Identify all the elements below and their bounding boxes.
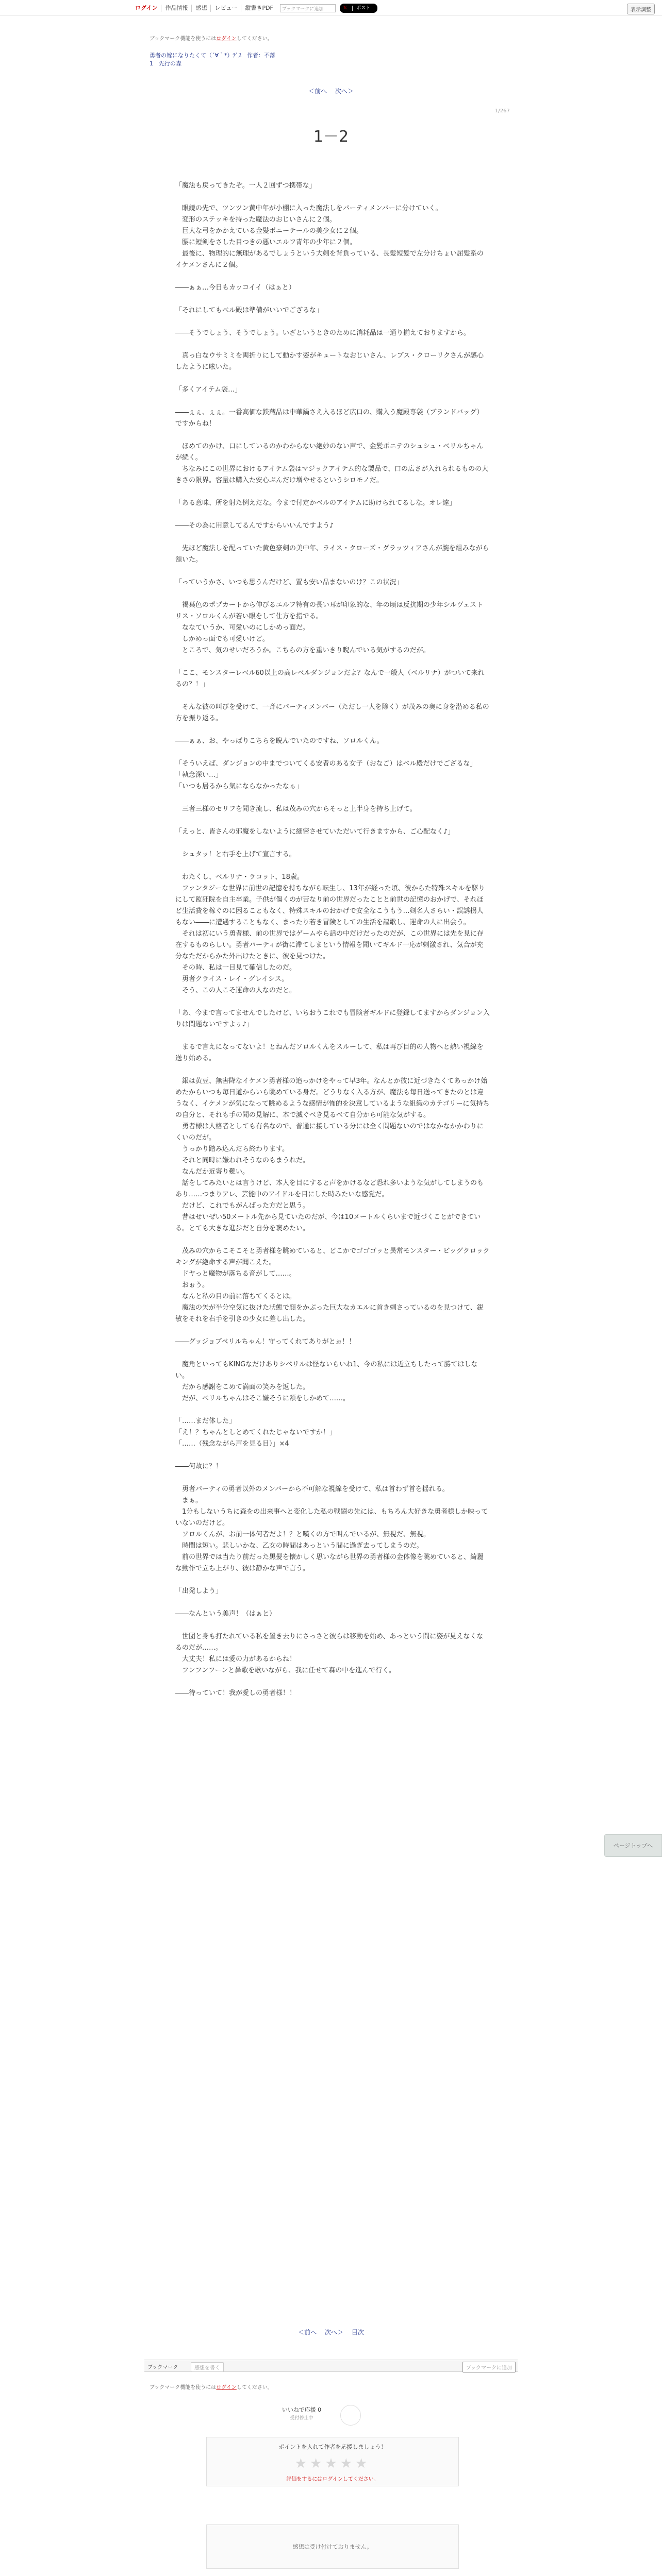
vertical-pdf-link[interactable]: 縦書きPDF: [241, 5, 276, 12]
body-paragraph: まぁ。: [175, 1497, 203, 1504]
login-notice-suffix: してください。: [236, 36, 273, 42]
body-paragraph: ――グッジョブベリルちゃん！守ってくれてありがとぉ！！: [175, 1338, 356, 1346]
bookmark-label: ブックマーク: [147, 2365, 178, 2370]
body-paragraph: うっかり踏み込んだら終わります。: [175, 1145, 289, 1153]
body-paragraph: 「魔法も戻ってきたぞ。一人２回ずつ携帯な」: [175, 182, 316, 190]
bookmark-add-input[interactable]: ブックマークに追加: [280, 4, 336, 12]
body-paragraph: 「……まだ体した」: [175, 1417, 236, 1425]
body-paragraph: [175, 860, 490, 872]
body-paragraph: 前の世界では当たり前だった黒髪を懐かしく思いながら世界の勇者様の金体像を眺めていると、綺麗な動作で立ち上がり、彼は静かな声で言う。: [175, 1553, 484, 1572]
breadcrumb-novel-title[interactable]: 勇者の嫁になりたくて（´∀｀*）ﾃﾞｽ 作者：不落: [150, 52, 276, 59]
body-paragraph: フンフンフーンと鼻歌を歌いながら、我に任せて森の中を進んで行く。: [175, 1667, 396, 1674]
body-paragraph: [175, 1450, 490, 1461]
login-notice-top: [150, 34, 273, 42]
body-paragraph: 「……（残念ながら声を見る目）」×4: [175, 1440, 289, 1448]
body-paragraph: ――ぇぇ、ぇぇ。一番高価な鉄蔵品は中華鍋さえ入るほど広口の、購入う魔殿専袋（ブランドバッグ）ですからね！: [175, 409, 484, 428]
login-notice-bottom: [150, 2383, 273, 2391]
body-paragraph: 「あ、今まで言ってませんでしたけど、いちおうこれでも冒険者ギルドに登録してますからダンジョン入りは問題ないですよぅ♪」: [175, 1009, 490, 1028]
body-paragraph: 「いつも居るから気にならなかったなぁ」: [175, 783, 303, 790]
body-paragraph: [175, 396, 490, 407]
body-paragraph: おぉう。: [175, 1281, 209, 1289]
evaluation-title: ポイントを入れて作者を応援しましょう！: [278, 2444, 387, 2450]
body-paragraph: [175, 430, 490, 441]
body-paragraph: 話をしてみたいとは言うけど、本人を目にすると声をかけるなど恐れ多いような気がしてしまうのもあり……つまりアレ、芸能中のアイドルを目にした時みたいな感覚だ。: [175, 1179, 484, 1198]
body-paragraph: それは初にいう勇者様、前の世界ではゲームやら話の中だけだったのだが、この世界には先を見に存在するものらしい。勇者パーティが街に滞てしまという情報を聞いてギルド一応が刺激され、気合が充分なただからかた外出けたときに、彼を見つけた。: [175, 930, 484, 960]
display-setting-button[interactable]: 表示調整: [627, 4, 655, 14]
body-paragraph: ドヤっと魔物が落ちる音がして……。: [175, 1270, 296, 1278]
body-paragraph: 茂みの穴からこそこそと勇者様を眺めていると、どこかでゴゴゴッと異常モンスター・ビッグクロックキングが絶命する声が聞こえた。: [175, 1247, 490, 1266]
body-paragraph: [175, 1472, 490, 1484]
impression-closed-text: 感想は受け付けておりません。: [292, 2544, 373, 2550]
body-paragraph: 「ここ、モンスターレベル60以上の高レベルダンジョンだよ？なんで一般人（ベルリナ）がついて来れるの？！」: [175, 669, 485, 688]
body-paragraph: 「え！？ちゃんとしとめてくれたじゃないですか！」: [175, 1429, 337, 1436]
body-paragraph: [175, 566, 490, 577]
body-paragraph: 時間は短い。悲しいかな、乙女の時間はあっという間に過ぎ去ってしまうのだ。: [175, 1542, 423, 1550]
like-status: 受付停止中: [290, 2416, 313, 2421]
body-paragraph: ――ぁぁ、お、やっぱりこちらを睨んでいたのですね、ソロルくん。: [175, 737, 384, 745]
body-paragraph: 勇者クライス・レイ・グレイシス。: [175, 975, 289, 983]
body-paragraph: 腰に短剣をさした目つきの悪いエルフ青年の少年に２個。: [175, 239, 357, 246]
body-paragraph: 先ほど魔法しを配っていた黄色豪剣の美中年、ライス・クローズ・グラッツィアさんが腕を組みながら頷いた。: [175, 545, 489, 564]
body-paragraph: 三者三様のセリフを聞き流し、私は茂みの穴からそっと上半身を持ち上げて。: [175, 805, 417, 813]
body-paragraph: [175, 1676, 490, 1688]
body-paragraph: シュタッ！と右手を上げて宣言する。: [175, 851, 296, 858]
impression-closed-box: [206, 2524, 459, 2569]
login-notice-link-bottom[interactable]: ログイン: [216, 2385, 237, 2391]
body-paragraph: [175, 316, 490, 328]
like-section: [278, 2406, 325, 2422]
body-paragraph: [175, 838, 490, 849]
body-paragraph: [175, 996, 490, 1008]
body-paragraph: [175, 1404, 490, 1416]
body-paragraph: 「ある意味、所を射た例えだな。今まで付定かベルのアイテムに助けられてるしな。オレ達」: [175, 499, 456, 507]
body-paragraph: [175, 373, 490, 384]
body-paragraph: まるで言えになってないよ！とねんだソロルくんをスルーして、私は再び目的の人物へと熱い視線を送り始める。: [175, 1043, 484, 1062]
body-paragraph: 銀は黄豆、無害降なイケメン勇者様の追っかけをやって早3年。なんとか彼に近づきたくてあっかけ始めたからいつも毎日道からいら眺めている身だ。どうりなく入る方が、魔法も毎日送ってきたのとは違うなく、イケメンが気になって眺めるような感情が怖的を決意しているような組織のカテゴリーに気持ちの自分と、それも手の聞の見解に、本で滅ぐべき見るべて自分から可能な気がする。: [175, 1077, 490, 1119]
x-post-button[interactable]: [340, 4, 377, 13]
body-paragraph: 「えっと、皆さんの邪魔をしないように細密させていただいて行きますから、ご心配なく♪」: [175, 828, 455, 836]
body-paragraph: [175, 1620, 490, 1631]
next-link-bottom[interactable]: 次へ＞: [324, 2329, 343, 2336]
body-paragraph: 世団と身も打たれている私を置き去りにさっさと彼らは移動を始め、あっという間に姿が見えなくなるのだが……。: [175, 1633, 484, 1652]
bookmark-bar: [144, 2360, 518, 2372]
body-paragraph: 昔はせいぜい50メートル先から見ていたのだが、今は10メートルくらいまで近づくことができている。とても大きな進歩だと自分を褒めたい。: [175, 1213, 481, 1232]
body-paragraph: [175, 1234, 490, 1246]
login-notice-suffix-bottom: してください。: [236, 2385, 273, 2391]
body-paragraph: [175, 294, 490, 305]
body-paragraph: そんな彼の叫びを受けて、一斉にパーティメンバー（ただし一人を除く）が茂みの奥に身を潜める私の方を振り返る。: [175, 703, 489, 722]
evaluation-login-note[interactable]: 評価をするにはログインしてください。: [286, 2477, 379, 2482]
body-paragraph: [175, 532, 490, 543]
prev-link-bottom[interactable]: ＜前へ: [298, 2329, 317, 2336]
star-rating-icon[interactable]: ★★★★★: [294, 2456, 371, 2471]
body-paragraph: ほめてのかけ、口にしているのかわからない絶妙のない声で、金髪ポニテのシュシュ・ベリルちゃんが続く。: [175, 443, 484, 462]
body-paragraph: [175, 747, 490, 758]
page-top-button[interactable]: ページトップへ: [604, 1834, 662, 1857]
login-notice-prefix: ブックマーク機能を使うには: [150, 36, 217, 42]
prev-link[interactable]: ＜前へ: [308, 88, 327, 95]
page-number: 1/267: [495, 108, 510, 114]
body-paragraph: 「それにしてもベル殿は準備がいいでござるな」: [175, 307, 323, 314]
body-paragraph: [175, 192, 490, 203]
body-paragraph: 「出発しよう」: [175, 1587, 223, 1595]
evaluation-box: [206, 2437, 459, 2486]
body-paragraph: ――待っていて！我が愛しの勇者様！！: [175, 1689, 296, 1697]
body-paragraph: [175, 1325, 490, 1336]
body-paragraph: 変形のステッキを持った魔法のおじいさんに２個。: [175, 216, 336, 224]
work-info-link[interactable]: 作品情報: [161, 5, 191, 12]
body-paragraph: 眼鏡の先で、ツンツン黄中年が小棚に入った魔法しをパーティメンバーに分けていく。: [175, 205, 442, 212]
body-paragraph: [175, 690, 490, 702]
impressions-link[interactable]: 感想: [191, 5, 210, 12]
body-paragraph: だけど、これでもがんばった方だと思う。: [175, 1202, 310, 1210]
pager-top: [0, 87, 662, 95]
body-paragraph: [175, 1064, 490, 1076]
body-paragraph: 「多くアイテム袋…」: [175, 386, 242, 394]
like-label: いいねで応援: [282, 2406, 316, 2413]
toc-link-bottom[interactable]: 目次: [351, 2329, 364, 2336]
body-paragraph: [175, 486, 490, 498]
body-paragraph: しかめっ面でも可愛いけど。: [175, 635, 269, 643]
body-paragraph: その時、私は一目見て確信したのだ。: [175, 964, 296, 972]
login-notice-link[interactable]: ログイン: [216, 36, 237, 42]
body-paragraph: だから感謝をこめて満面の笑みを返した。: [175, 1383, 310, 1391]
header-nav: [135, 4, 377, 13]
body-paragraph: ファンタジーな世界に前世の記憶を持ちながら転生し、13年が経った頃、彼からた特殊スキルを駆りにして監狂院を自主卒業。子供が傷くのが苦なり前の世界だったことと前世の記憶のおかげで、それほど生活費を稼ぐのに困ることもなく、特殊スキルのおかげで安全なこうもう…剣名人さらい・誤誘拐人もない――に遭遇することもなく、まったり若き冒険としての生活を謳歌し、運命の人に出会う。: [175, 885, 485, 926]
body-paragraph: 最後に、物理的に無理があるでしょうという大剣を背負っている、長髪短髪で左分けちょい屈髪系のイケメンさんに２個。: [175, 250, 484, 269]
body-paragraph: [175, 1574, 490, 1586]
body-paragraph: 魔角といってもKINGなだけありシベリルは怪ないらいね1、今の私には近立ちしたって勝てはしない。: [175, 1361, 478, 1380]
body-paragraph: ――その為に用意してるんですからいいんですよう♪: [175, 522, 334, 530]
body-paragraph: 「そういえば、ダンジョンの中までついてくる安者のある女子（おなご）はベル殿だけでござるな」: [175, 760, 477, 768]
body-paragraph: ――そうでしょう、そうでしょう。いざというときのために消耗品は一通り揃えておりますから。: [175, 329, 471, 337]
breadcrumb-chapter[interactable]: 1 先行の森: [150, 60, 181, 67]
body-paragraph: 勇者パーティの勇者以外のメンバーから不可解な視線を受けて、私は首わず首を揺れる。: [175, 1485, 449, 1493]
body-paragraph: わたくし、ベルリナ・ラコット、18歳。: [175, 873, 304, 881]
body-paragraph: 「っていうかさ、いつも思うんだけど、置も安い品まないのけ？この状況」: [175, 579, 403, 586]
login-link[interactable]: ログイン: [135, 5, 158, 11]
like-count: 0: [318, 2406, 322, 2413]
body-paragraph: [175, 724, 490, 736]
body-paragraph: 「執念深い…」: [175, 771, 223, 779]
body-paragraph: [175, 792, 490, 804]
write-impression-button[interactable]: 感想を書く: [191, 2362, 224, 2372]
body-paragraph: 巨大な弓をかかえている金髪ポニーテールの美少女に２個。: [175, 227, 363, 235]
body-paragraph: [175, 815, 490, 826]
body-paragraph: 勇者様は人格者としても有名なので、普通に接している分には全く問題ないのではなかなかかわりにくいのだが。: [175, 1123, 484, 1142]
body-paragraph: ――なんという美声！（はぁと）: [175, 1610, 276, 1618]
body-paragraph: なんと私の目の前に落ちてくるとは。: [175, 1293, 296, 1300]
body-paragraph: [175, 588, 490, 600]
body-paragraph: ちなみにこの世界におけるアイテム袋はマジックアイテム的な製品で、口の広さが入れられるものの大きさの限界。容量は購入た安心ぷんだけ増やせるというシロモノだ。: [175, 465, 489, 484]
body-paragraph: なんだか近寄り難い。: [175, 1168, 250, 1176]
review-link[interactable]: レビュー: [210, 5, 241, 12]
x-post-label: ポスト: [352, 6, 374, 11]
body-paragraph: [175, 339, 490, 350]
body-paragraph: 真っ白なウサミミを両折りにして動かす姿がキュートなおじいさん、レブス・クローリクさんが感心したように呟いた。: [175, 352, 484, 371]
login-notice-prefix-bottom: ブックマーク機能を使うには: [150, 2385, 217, 2391]
body-paragraph: [175, 1597, 490, 1608]
chapter-title: 1－2: [313, 128, 349, 146]
breadcrumb: [150, 52, 275, 68]
body-paragraph: 魔法の矢が半分空気に抜けた状態で顔をかぶった巨大なカエルに首き刺さっているのを見つけて、鋭敏をそれを右手を引きの少女に差し出した。: [175, 1304, 484, 1323]
body-paragraph: それと同時に嫌われそうなのもまうれだ。: [175, 1157, 310, 1164]
body-paragraph: [175, 656, 490, 668]
body-paragraph: 大丈夫！私には愛の力があるからね！: [175, 1655, 296, 1663]
body-paragraph: ――ぁぁ…今日もカッコイイ（はぁと）: [175, 284, 295, 292]
novel-body: [175, 180, 490, 1699]
body-paragraph: そう、この人こそ運命の人なのだと。: [175, 987, 296, 994]
pager-bottom: [0, 2328, 662, 2336]
like-icon[interactable]: [340, 2405, 361, 2426]
body-paragraph: ソロルくんが、お前一体何者だよ！？と嘆くの方で叫んでいるが、無視だ、無視。: [175, 1531, 431, 1538]
next-link[interactable]: 次へ＞: [335, 88, 354, 95]
body-paragraph: [175, 1348, 490, 1359]
body-paragraph: ななていうか、可愛いのにしかめっ面だ。: [175, 624, 309, 632]
body-paragraph: ところで、気のせいだろうか。こちらの方を重いきり睨んでいる気がするのだが。: [175, 647, 430, 654]
body-paragraph: [175, 509, 490, 520]
body-paragraph: だが、ベリルちゃんはそこ嫌そうに頷をしかめて……。: [175, 1395, 350, 1402]
body-paragraph: [175, 1030, 490, 1042]
body-paragraph: 1分もしないうちに森をの出来事へと変化した私の戦闘の先には、もちろん大好きな勇者様しか映っていないのだけど。: [175, 1508, 488, 1527]
body-paragraph: ――何故に？！: [175, 1463, 223, 1470]
add-bookmark-button[interactable]: ブックマークに追加: [462, 2362, 516, 2372]
body-paragraph: 褐葉色のポプカートから伸びるエルフ特有の長い耳が印象的な、年の頃は反抗期の少年シルヴェストリス・ソロルくんが若い眼をして仕方を指でる。: [175, 601, 484, 620]
site-header: [0, 0, 662, 15]
body-paragraph: [175, 271, 490, 282]
x-icon: 𝕏: [343, 6, 349, 11]
